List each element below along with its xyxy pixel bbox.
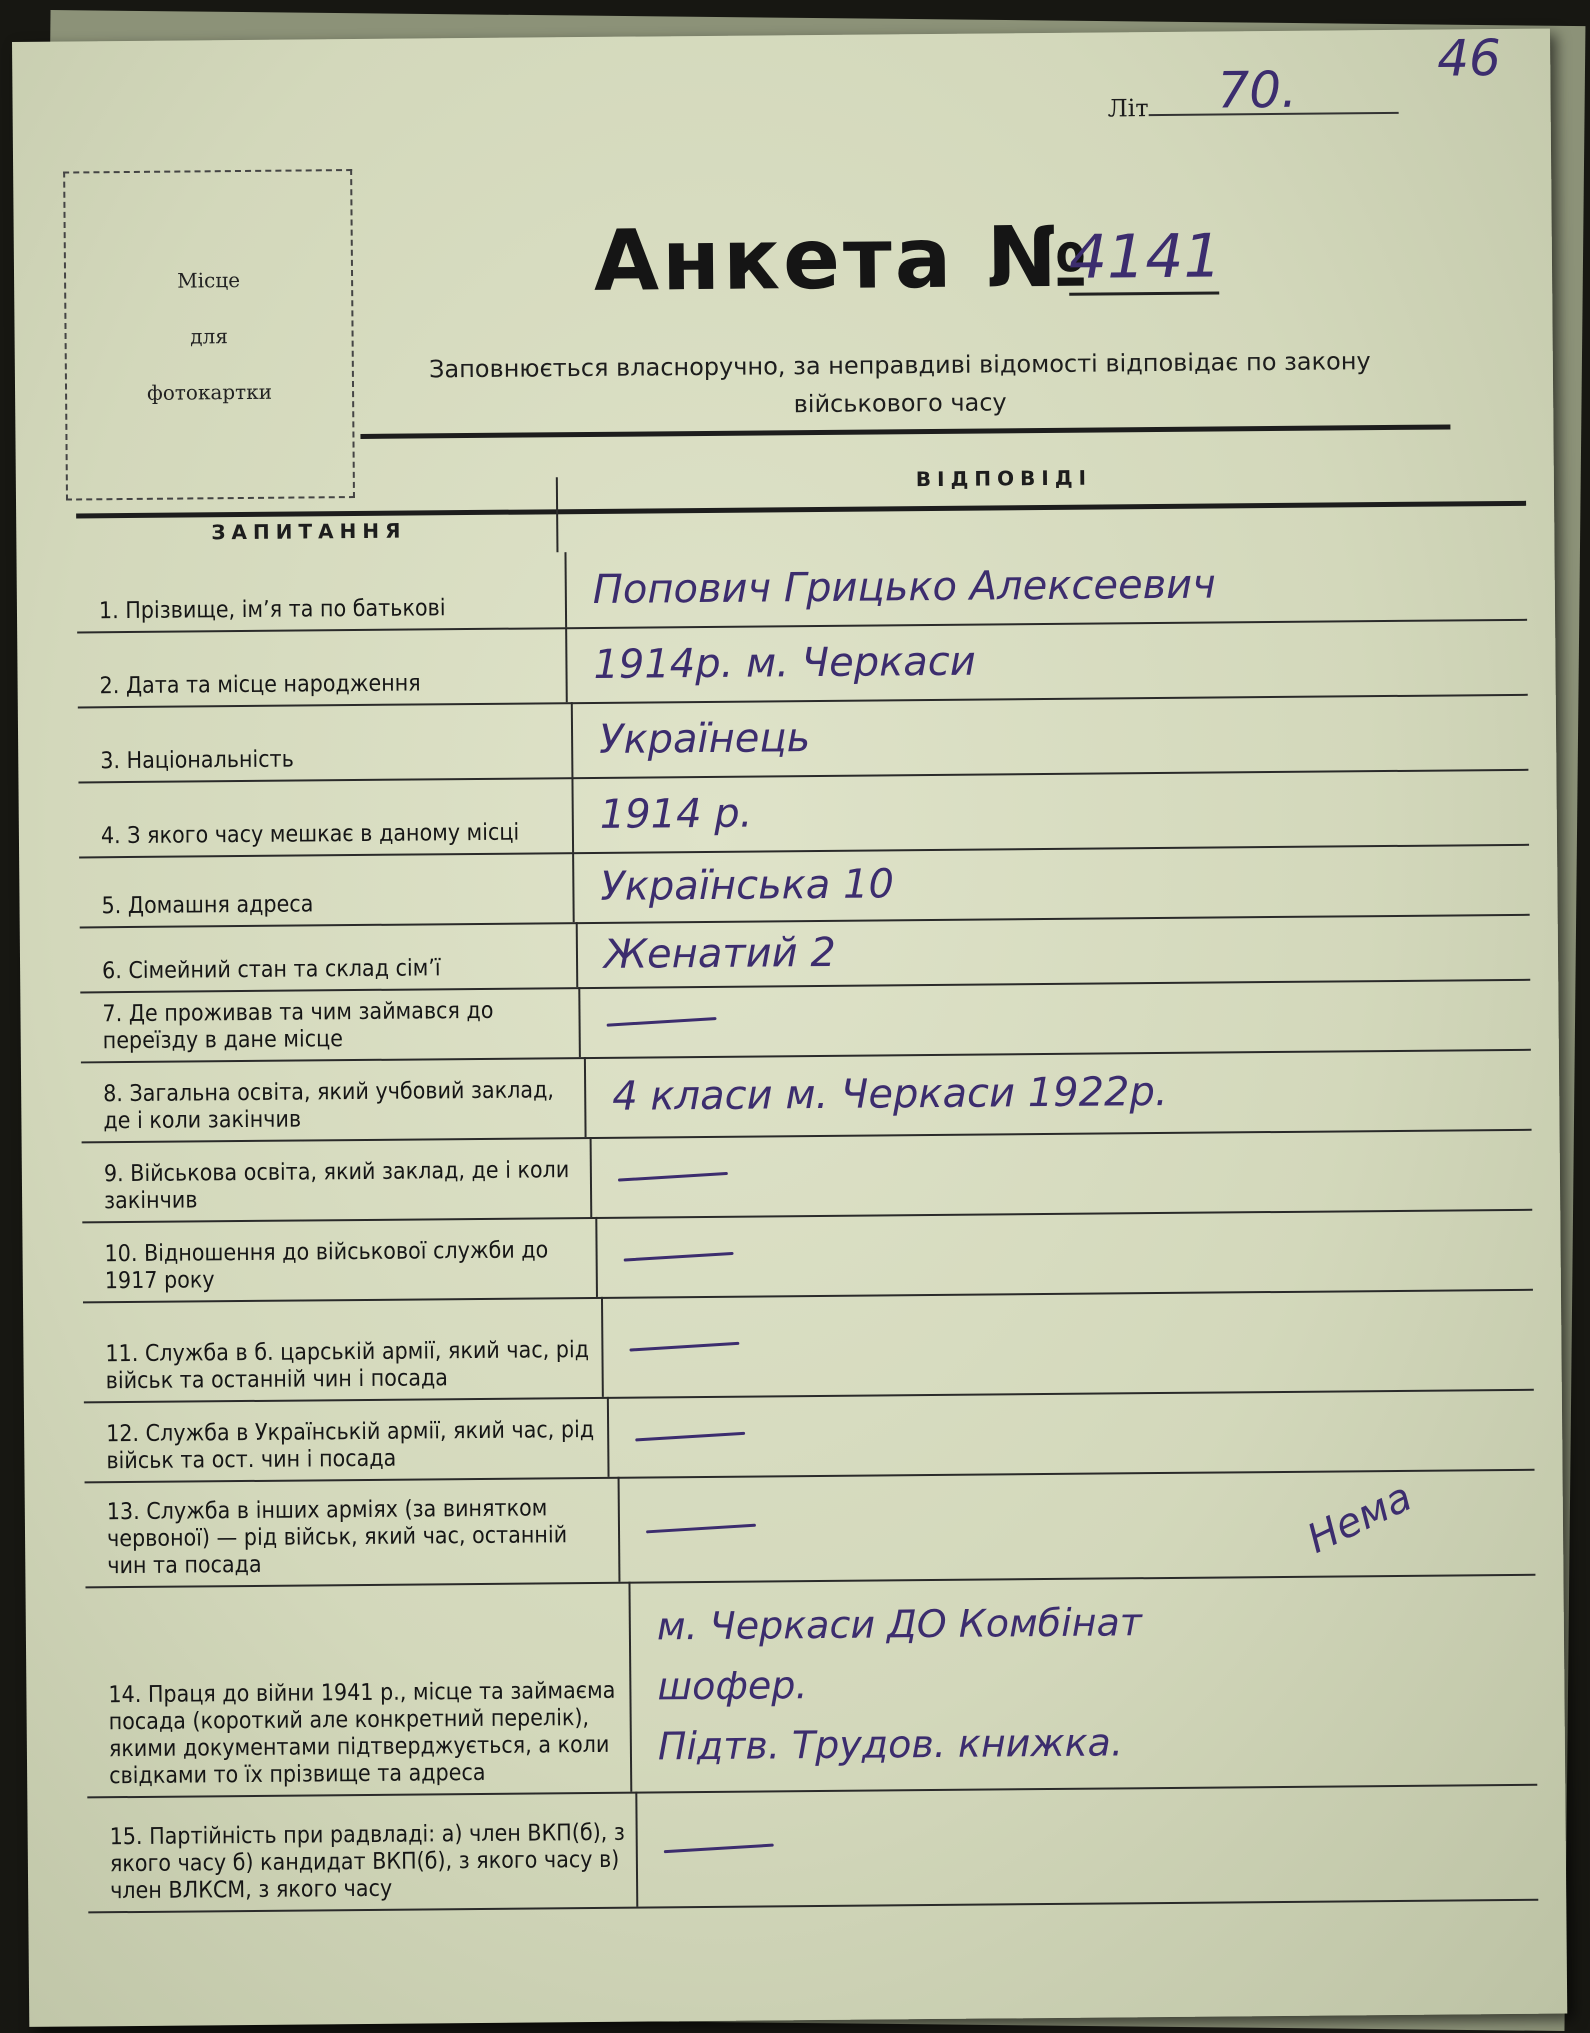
questions-header: ЗАПИТАННЯ [211, 518, 407, 545]
answer-dash-10 [624, 1251, 734, 1261]
answer-dash-15 [664, 1844, 774, 1854]
question-3 [78, 702, 574, 781]
question-text-3: 3. Національність [100, 746, 294, 775]
answer-4 [573, 769, 1529, 852]
margin-mark: Нема [1300, 1473, 1419, 1563]
answer-2 [567, 619, 1528, 702]
form-row-14 [85, 1574, 1537, 1799]
form-row-10 [82, 1209, 1533, 1304]
lit-label: Літ [1107, 94, 1149, 123]
question-text-12: 12. Служба в Українській армії, який час, рід військ та ост. чин і посада [106, 1416, 595, 1475]
form-row-8 [81, 1049, 1532, 1144]
photo-placeholder [63, 169, 355, 501]
answer-10 [597, 1209, 1533, 1297]
answer-11 [603, 1289, 1534, 1397]
answer-text-4: 1914 р. [599, 790, 753, 838]
subtitle-line-1: Заповнюється власноручно, за неправдиві відомості відповідає по закону [428, 347, 1371, 384]
photo-label-3: фотокартки [146, 379, 273, 405]
question-text-1: 1. Прізвище, ім’я та по батькові [98, 595, 446, 625]
question-text-11: 11. Служба в б. царській армії, який час, рід військ та останній чин і посада [105, 1337, 590, 1395]
question-8 [81, 1057, 587, 1141]
question-9 [82, 1137, 593, 1221]
answer-line-14-1: м. Черкаси ДО Комбінат [656, 1600, 1143, 1649]
lit-value: 70. [1217, 60, 1298, 120]
answer-dash-12 [635, 1431, 745, 1441]
form-title: Анкета № [593, 207, 1092, 310]
question-text-4: 4. З якого часу мешкає в даному місці [100, 819, 520, 850]
answer-3 [573, 694, 1529, 777]
answer-text-1: Попович Грицько Алексеевич [592, 561, 1217, 613]
question-5 [79, 852, 575, 926]
form-row-12 [84, 1389, 1535, 1484]
answer-dash-11 [629, 1341, 739, 1351]
answer-text-5: Українська 10 [600, 861, 895, 910]
header-divider [556, 477, 559, 552]
answer-1 [566, 544, 1527, 627]
question-text-13: 13. Служба в інших арміях (за винятком червоної) — рід військ, який час, останній чин та посада [106, 1495, 568, 1580]
answer-8 [586, 1049, 1532, 1137]
question-text-6: 6. Сімейний стан та склад сім’ї [101, 955, 441, 985]
form-subtitle [380, 342, 1421, 427]
question-1 [76, 552, 567, 631]
question-13 [85, 1477, 621, 1587]
question-text-9: 9. Військова освіта, який заклад, де і коли закінчив [103, 1157, 570, 1215]
header-rule-right [360, 424, 1450, 439]
answer-text-3: Українець [598, 714, 811, 763]
answer-dash-9 [618, 1171, 728, 1181]
answer-line-14-3: Підтв. Трудов. книжка. [657, 1720, 1124, 1769]
question-10 [82, 1217, 598, 1301]
form-row-15 [87, 1784, 1538, 1914]
answer-7 [580, 979, 1531, 1057]
subtitle-line-2: військового часу [793, 388, 1007, 419]
question-6 [80, 922, 579, 991]
question-15 [87, 1792, 638, 1912]
answer-text-2: 1914р. м. Черкаси [593, 638, 976, 688]
answer-line-14-2: шофер. [657, 1663, 808, 1709]
answers-header: ВІДПОВІДІ [915, 465, 1093, 492]
question-text-8: 8. Загальна освіта, який учбовий заклад, де і коли закінчив [103, 1077, 555, 1135]
photo-label-2: для [190, 324, 228, 349]
question-11 [83, 1297, 604, 1402]
answer-dash-7 [607, 1017, 717, 1027]
question-text-2: 2. Дата та місце народження [99, 670, 421, 700]
header-rule-left [76, 501, 1526, 519]
form-row-11 [83, 1289, 1534, 1404]
answer-12 [609, 1389, 1535, 1477]
corner-number: 46 [1436, 29, 1502, 88]
question-text-7: 7. Де проживав та чим займався до переїзду в дане місце [102, 997, 494, 1055]
photo-label-1: Місце [177, 268, 241, 293]
form-row-9 [82, 1129, 1533, 1224]
answer-6 [578, 914, 1531, 987]
question-12 [84, 1397, 610, 1482]
questionnaire-sheet [12, 29, 1567, 2027]
question-text-15: 15. Партійність при радвладі: а) член ВКП(б), з якого часу б) кандидат ВКП(б), з якого часу в) член ВЛКСМ, з якого часу [109, 1819, 625, 1905]
answer-15 [637, 1784, 1538, 1907]
question-text-14: 14. Праця до війни 1941 р., місце та займаєма посада (короткий але конкретний перелік), якими документами підтверджується, а коли свідками то їх прізвище та адреса [108, 1677, 616, 1790]
answer-text-8: 4 класи м. Черкаси 1922р. [612, 1068, 1168, 1120]
answer-14 [630, 1574, 1537, 1792]
question-4 [78, 777, 574, 856]
question-2 [77, 627, 568, 706]
answer-9 [592, 1129, 1533, 1217]
question-text-10: 10. Відношення до військової служби до 1917 року [104, 1237, 549, 1295]
answer-5 [574, 844, 1530, 922]
question-14 [85, 1582, 632, 1797]
answer-dash-13 [646, 1524, 756, 1534]
question-7 [80, 987, 581, 1061]
answer-text-6: Женатий 2 [603, 929, 837, 978]
question-text-5: 5. Домашня адреса [101, 891, 314, 920]
form-number: 4141 [1069, 221, 1220, 295]
